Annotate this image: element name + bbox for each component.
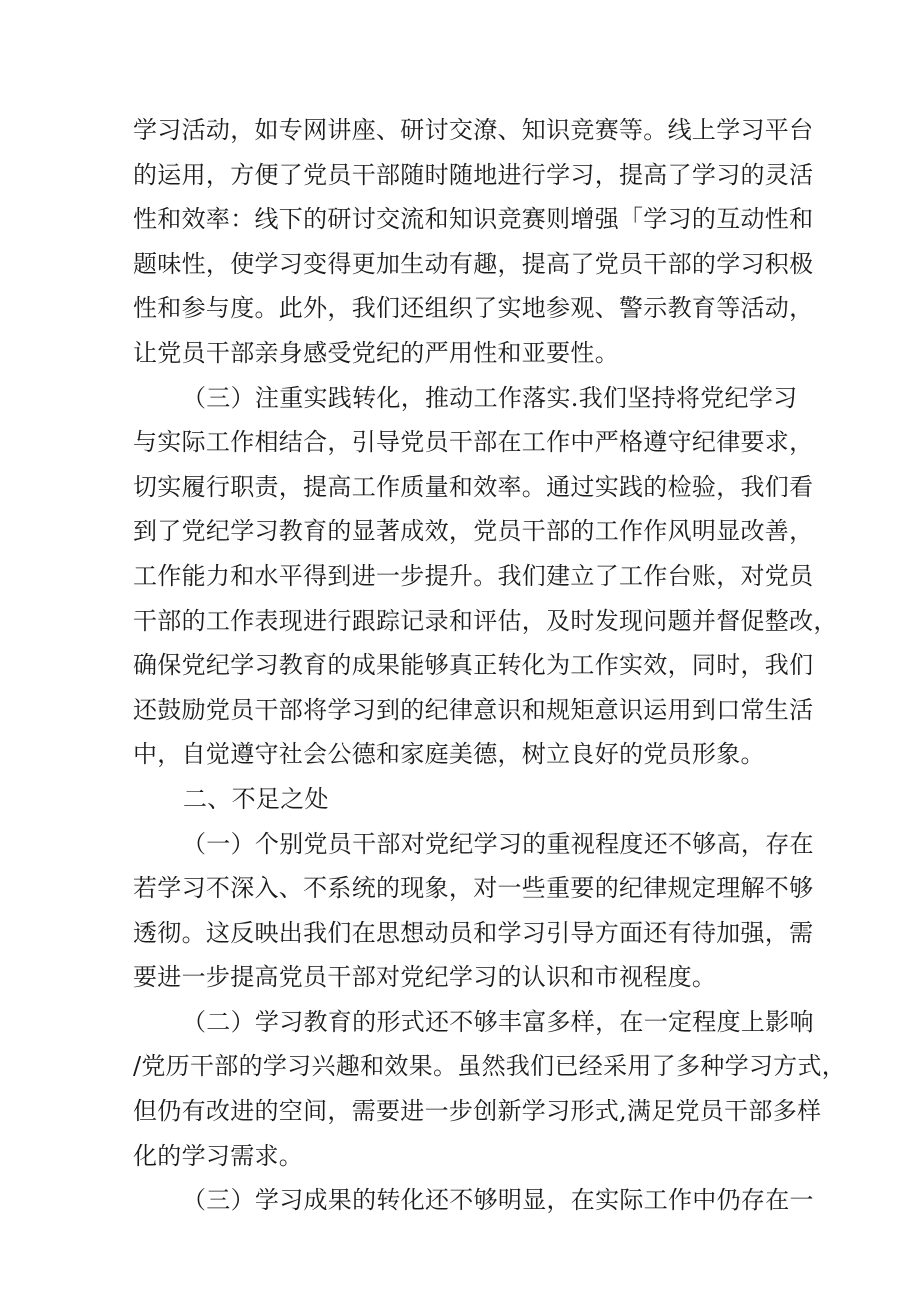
text-line: 到了党纪学习教育的显著成效，党员干部的工作作风明显改善， bbox=[133, 517, 814, 546]
text-line: 性和效率：线下的研讨交流和知识竞赛则增强「学习的互动性和 bbox=[133, 205, 814, 234]
text-line: 与实际工作相结合，引导党员干部在工作中严格遵守纪律要求， bbox=[133, 428, 814, 457]
text-line: 工作能力和水平得到进一步提升。我们建立了工作台账，对党员 bbox=[133, 561, 814, 590]
text-line: 让党员干部亲身感受党纪的严用性和亚要性。 bbox=[133, 338, 619, 367]
text-line: 若学习不深入、不系统的现象，对一些重要的纪律规定理解不够 bbox=[133, 874, 814, 903]
text-line: 但仍有改进的空间，需要进一步创新学习形式,满足党员干部多样 bbox=[133, 1097, 822, 1126]
text-line: 中，自觉遵守社会公德和家庭美德，树立良好的党员形象。 bbox=[133, 740, 765, 769]
text-line: 题味性，使学习变得更加生动有趣，提高了党员干部的学习积极 bbox=[133, 249, 814, 278]
text-line: 确保党纪学习教育的成果能够真正转化为工作实效，同时，我们 bbox=[133, 651, 814, 680]
section-heading: 二、不足之处 bbox=[183, 784, 329, 813]
text-line: 切实履行职责，提高工作质量和效率。通过实践的检验，我们看 bbox=[133, 472, 814, 501]
paragraph-start-line: （二）学习教育的形式还不够丰富多样，在一定程度上影响 bbox=[182, 1007, 814, 1036]
text-line: 化的学习需求。 bbox=[133, 1141, 304, 1170]
text-line: 学习活动，如专网讲座、研讨交潦、知识竞赛等。线上学习平台 bbox=[133, 116, 814, 144]
text-line: /党历干部的学习兴趣和效果。虽然我们已经采用了多种学习方式， bbox=[133, 1052, 847, 1081]
text-line: 还鼓励党员干部将学习到的纪律意识和规矩意识运用到口常生活 bbox=[133, 695, 814, 724]
text-line: 的运用，方便了党员干部随时随地进行学习，提高了学习的灵活 bbox=[133, 160, 814, 189]
text-line: 性和参与度。此外，我们还组织了实地参观、警示教育等活动， bbox=[133, 294, 814, 323]
paragraph-start-line: （一）个别党员干部对党纪学习的重视程度还不够高，存在 bbox=[182, 829, 814, 858]
text-line: 透彻。这反映出我们在思想动员和学习引导方面还有待加强，需 bbox=[133, 918, 814, 947]
paragraph-start-line: （三）学习成果的转化还不够明显，在实际工作中仍存在一 bbox=[182, 1186, 814, 1215]
paragraph-start-line: （三）注重实践转化，推动工作落实.我们坚持将党纪学习 bbox=[182, 383, 798, 412]
text-line: 要进一步提高党员干部对党纪学习的认识和市视程度。 bbox=[133, 963, 717, 992]
text-line: 干部的工作表现进行跟踪记录和评估，及时发现问题并督促整改， bbox=[133, 606, 838, 635]
